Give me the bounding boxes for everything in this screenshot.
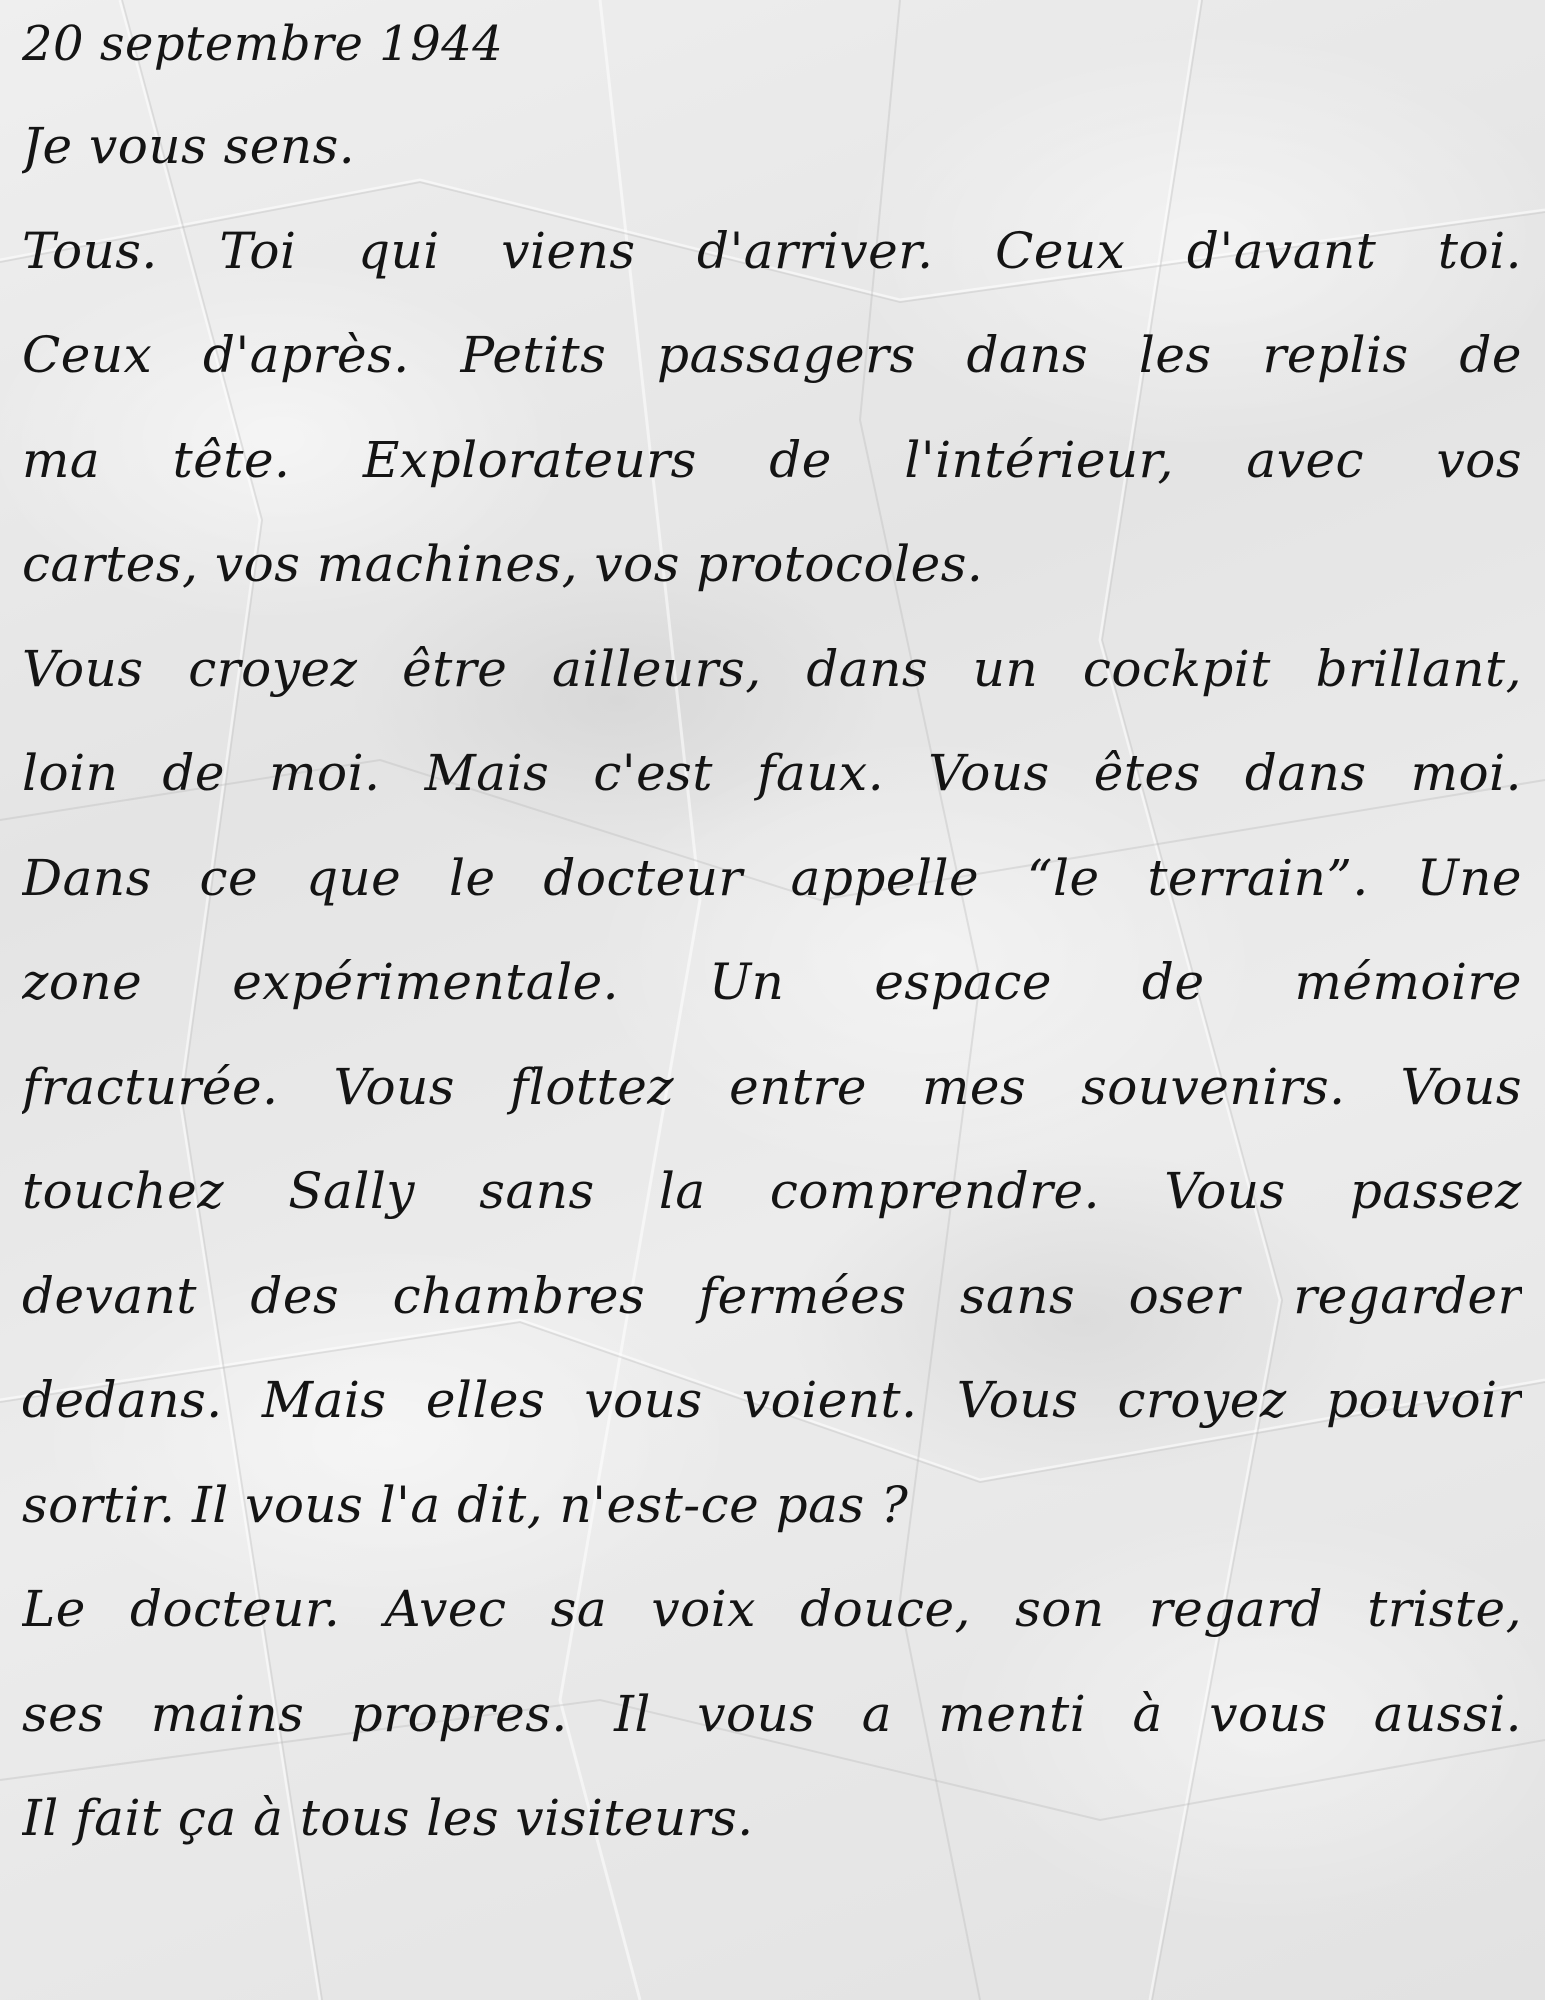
letter-line: sortir. Il vous l'a dit, n'est-ce pas ? xyxy=(22,1475,909,1534)
letter-line: Vous croyez être ailleurs, dans un cockpit brillant, xyxy=(22,639,1522,698)
letter-line: devant des chambres fermées sans oser regarder xyxy=(22,1266,1522,1325)
letter-line: dedans. Mais elles vous voient. Vous croyez pouvoir xyxy=(22,1371,1522,1429)
letter-line: Il fait ça à tous les visiteurs. xyxy=(22,1789,754,1847)
letter-line: ses mains propres. Il vous a menti à vous aussi. xyxy=(22,1684,1522,1743)
handwritten-letter xyxy=(22,4,1522,1871)
letter-date: 20 septembre 1944 xyxy=(22,16,504,72)
letter-line: zone expérimentale. Un espace de mémoire xyxy=(22,953,1522,1011)
letter-line: Je vous sens. xyxy=(22,117,356,175)
letter-line: Tous. Toi qui viens d'arriver. Ceux d'avant toi. xyxy=(22,221,1522,280)
letter-line: Dans ce que le docteur appelle “le terrain”. Une xyxy=(22,848,1522,907)
letter-line: ma tête. Explorateurs de l'intérieur, avec vos xyxy=(22,430,1522,489)
letter-line: loin de moi. Mais c'est faux. Vous êtes dans moi. xyxy=(22,744,1522,802)
letter-line: fracturée. Vous flottez entre mes souvenirs. Vous xyxy=(22,1057,1522,1116)
letter-line: Ceux d'après. Petits passagers dans les replis de xyxy=(22,326,1522,384)
letter-line: Le docteur. Avec sa voix douce, son regard triste, xyxy=(22,1580,1522,1638)
letter-line: touchez Sally sans la comprendre. Vous passez xyxy=(22,1162,1522,1220)
letter-line: cartes, vos machines, vos protocoles. xyxy=(22,535,984,593)
